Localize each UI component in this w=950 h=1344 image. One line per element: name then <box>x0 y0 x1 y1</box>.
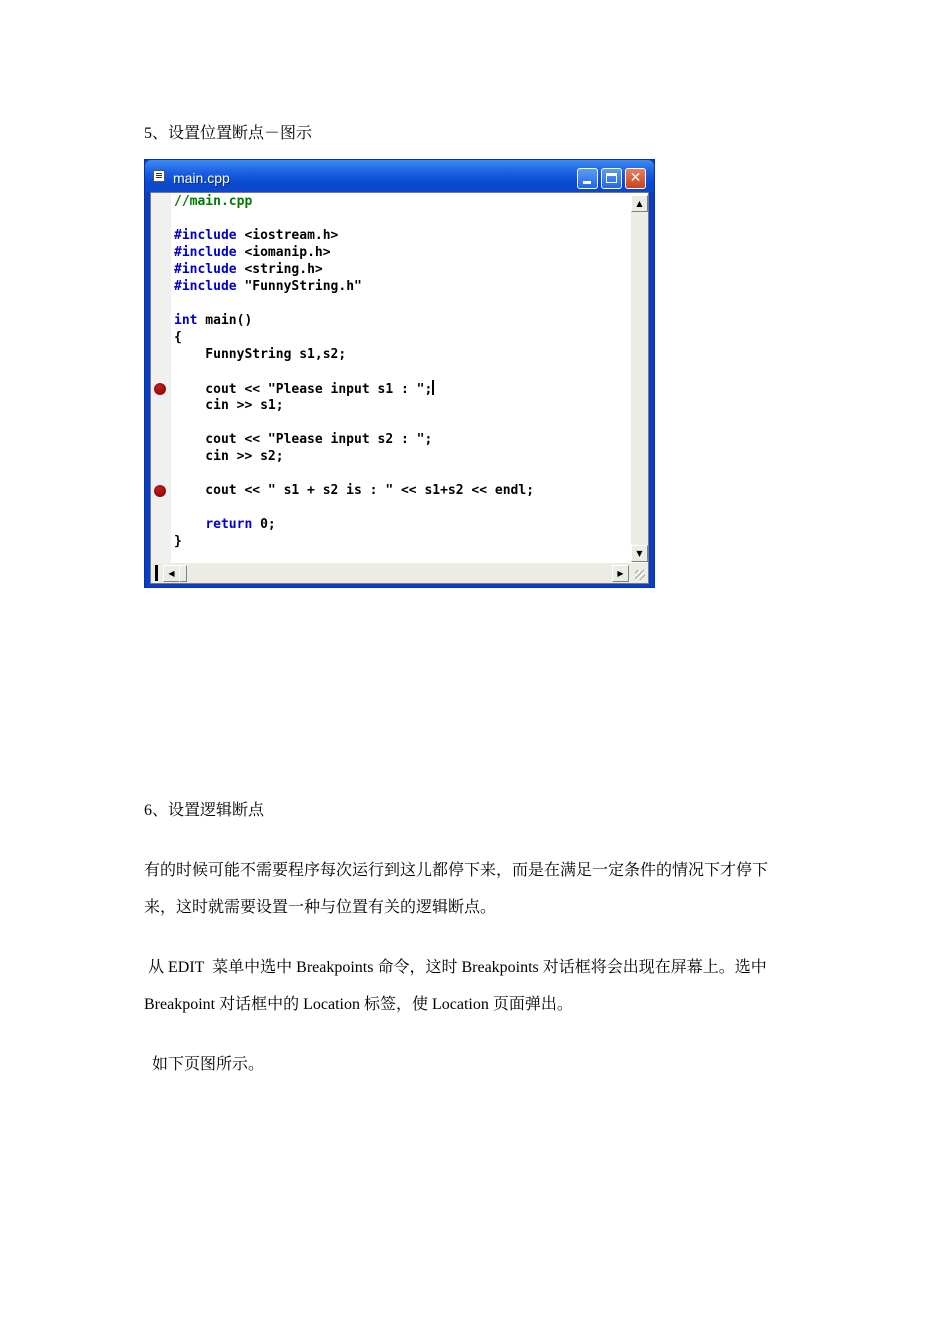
code-line: #include <iomanip.h> <box>174 245 331 260</box>
paragraph-text: Breakpoint 对话框中的 Location 标签，使 Location 页面弹出。 <box>144 996 573 1013</box>
code-line: #include <iostream.h> <box>174 228 339 243</box>
editor-window[interactable] <box>144 159 655 588</box>
source-code[interactable] <box>174 193 534 550</box>
title-bar[interactable] <box>145 160 654 192</box>
close-button[interactable]: ✕ <box>625 168 646 189</box>
code-line: return 0; <box>205 517 276 532</box>
scroll-up-icon[interactable]: ▲ <box>631 195 648 212</box>
scroll-thumb[interactable] <box>179 565 187 582</box>
code-line: //main.cpp <box>174 194 253 209</box>
minimize-button[interactable] <box>577 168 598 189</box>
scroll-right-icon[interactable]: ▶ <box>612 565 629 582</box>
code-line: { <box>174 330 182 345</box>
paragraph-text: 有的时候可能不需要程序每次运行到这儿都停下来，而是在满足一定条件的情况下才停下 <box>144 862 769 879</box>
vertical-scrollbar[interactable] <box>631 195 648 562</box>
code-line: cout << "Please input s2 : "; <box>174 432 433 447</box>
code-line: int main() <box>174 313 253 328</box>
window-title: main.cpp <box>173 170 230 186</box>
code-line: cout << " s1 + s2 is : " << s1+s2 << endl; <box>174 483 535 498</box>
document-icon <box>153 170 165 182</box>
code-line: cin >> s2; <box>174 449 284 464</box>
breakpoint-gutter[interactable] <box>151 193 171 563</box>
code-line: cin >> s1; <box>174 398 284 413</box>
breakpoint-icon[interactable] <box>154 485 166 497</box>
split-handle[interactable] <box>155 565 158 581</box>
paragraph-text: 来，这时就需要设置一种与位置有关的逻辑断点。 <box>144 899 497 916</box>
code-line: FunnyString s1,s2; <box>174 347 347 362</box>
text-caret <box>432 380 434 395</box>
scroll-down-icon[interactable]: ▼ <box>631 545 648 562</box>
paragraph-text: 如下页图所示。 <box>144 1056 265 1073</box>
paragraph-text: 从 EDIT 菜单中选中 Breakpoints 命令，这时 Breakpoints 对话框将会出现在屏幕上。选中 <box>144 959 767 976</box>
code-line: cout << "Please input s1 : "; <box>174 382 433 397</box>
code-line: #include "FunnyString.h" <box>174 279 362 294</box>
breakpoint-icon[interactable] <box>154 383 166 395</box>
maximize-button[interactable] <box>601 168 622 189</box>
section5-heading: 5、设置位置断点－图示 <box>144 125 313 142</box>
horizontal-scrollbar[interactable] <box>151 563 631 583</box>
resize-grip-icon[interactable] <box>631 563 648 583</box>
code-line: #include <string.h> <box>174 262 323 277</box>
scroll-left-icon[interactable]: ◀ <box>163 565 180 582</box>
code-editor[interactable] <box>150 192 649 584</box>
section6-heading: 6、设置逻辑断点 <box>144 802 265 819</box>
code-line: } <box>174 534 182 549</box>
